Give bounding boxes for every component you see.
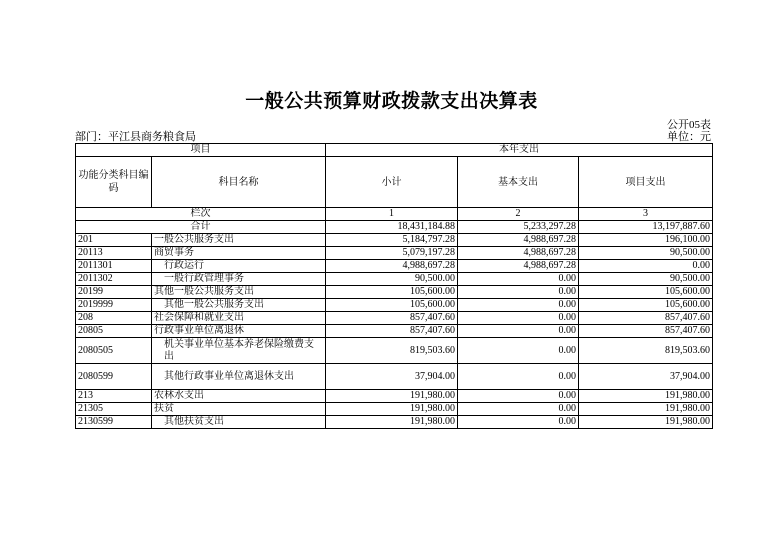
row-project: 819,503.60 xyxy=(579,338,713,364)
row-basic: 0.00 xyxy=(458,286,579,299)
row-code: 208 xyxy=(76,312,152,325)
row-name: 扶贫 xyxy=(152,403,326,416)
row-subtotal: 5,079,197.28 xyxy=(326,247,458,260)
department-label: 部门：平江县商务粮食局 xyxy=(75,131,196,143)
row-subtotal: 191,980.00 xyxy=(326,390,458,403)
column-number-3: 3 xyxy=(579,208,713,221)
row-code: 20199 xyxy=(76,286,152,299)
row-name: 行政运行 xyxy=(152,260,326,273)
header-subtotal: 小计 xyxy=(326,157,458,208)
row-name: 其他行政事业单位离退休支出 xyxy=(152,364,326,390)
row-name: 其他一般公共服务支出 xyxy=(152,299,326,312)
row-name: 一般行政管理事务 xyxy=(152,273,326,286)
header-row-2 xyxy=(76,157,713,208)
row-code: 201 xyxy=(76,234,152,247)
table-row xyxy=(76,364,713,390)
table-row xyxy=(76,325,713,338)
row-code: 2011302 xyxy=(76,273,152,286)
expenditure-table xyxy=(75,143,713,429)
row-project: 90,500.00 xyxy=(579,273,713,286)
table-row xyxy=(76,416,713,429)
row-project: 105,600.00 xyxy=(579,299,713,312)
row-project: 191,980.00 xyxy=(579,416,713,429)
row-basic: 0.00 xyxy=(458,403,579,416)
row-basic: 0.00 xyxy=(458,364,579,390)
table-row xyxy=(76,273,713,286)
row-basic: 4,988,697.28 xyxy=(458,234,579,247)
row-subtotal: 105,600.00 xyxy=(326,286,458,299)
row-code: 2011301 xyxy=(76,260,152,273)
row-basic: 4,988,697.28 xyxy=(458,260,579,273)
row-basic: 4,988,697.28 xyxy=(458,247,579,260)
row-subtotal: 37,904.00 xyxy=(326,364,458,390)
header-name: 科目名称 xyxy=(152,157,326,208)
row-code: 2130599 xyxy=(76,416,152,429)
row-project: 191,980.00 xyxy=(579,403,713,416)
total-label: 合计 xyxy=(76,221,326,234)
header-current-year: 本年支出 xyxy=(326,144,713,157)
row-subtotal: 105,600.00 xyxy=(326,299,458,312)
row-project: 37,904.00 xyxy=(579,364,713,390)
row-name: 机关事业单位基本养老保险缴费支出 xyxy=(152,338,326,364)
unit-label: 单位：元 xyxy=(667,131,711,143)
total-basic: 5,233,297.28 xyxy=(458,221,579,234)
row-subtotal: 5,184,797.28 xyxy=(326,234,458,247)
table-row xyxy=(76,286,713,299)
total-subtotal: 18,431,184.88 xyxy=(326,221,458,234)
row-basic: 0.00 xyxy=(458,416,579,429)
column-label: 栏次 xyxy=(76,208,326,221)
table-row xyxy=(76,299,713,312)
table-row xyxy=(76,312,713,325)
row-basic: 0.00 xyxy=(458,390,579,403)
total-row xyxy=(76,221,713,234)
total-project: 13,197,887.60 xyxy=(579,221,713,234)
row-code: 2080599 xyxy=(76,364,152,390)
column-number-1: 1 xyxy=(326,208,458,221)
column-number-row xyxy=(76,208,713,221)
header-basic: 基本支出 xyxy=(458,157,579,208)
table-row xyxy=(76,260,713,273)
row-project: 105,600.00 xyxy=(579,286,713,299)
row-code: 20805 xyxy=(76,325,152,338)
table-row xyxy=(76,247,713,260)
table-row xyxy=(76,390,713,403)
header-project-expense: 项目支出 xyxy=(579,157,713,208)
table-row xyxy=(76,403,713,416)
row-basic: 0.00 xyxy=(458,299,579,312)
row-name: 农林水支出 xyxy=(152,390,326,403)
row-name: 社会保障和就业支出 xyxy=(152,312,326,325)
row-code: 20113 xyxy=(76,247,152,260)
row-subtotal: 819,503.60 xyxy=(326,338,458,364)
row-project: 196,100.00 xyxy=(579,234,713,247)
row-project: 191,980.00 xyxy=(579,390,713,403)
row-name: 其他一般公共服务支出 xyxy=(152,286,326,299)
row-name: 商贸事务 xyxy=(152,247,326,260)
row-name: 一般公共服务支出 xyxy=(152,234,326,247)
row-name: 行政事业单位离退休 xyxy=(152,325,326,338)
row-subtotal: 90,500.00 xyxy=(326,273,458,286)
row-basic: 0.00 xyxy=(458,338,579,364)
header-code: 功能分类科目编码 xyxy=(76,157,152,208)
row-name: 其他扶贫支出 xyxy=(152,416,326,429)
page-title: 一般公共预算财政拨款支出决算表 xyxy=(245,90,538,112)
row-code: 2080505 xyxy=(76,338,152,364)
row-subtotal: 857,407.60 xyxy=(326,312,458,325)
row-project: 857,407.60 xyxy=(579,325,713,338)
row-code: 213 xyxy=(76,390,152,403)
header-project: 项目 xyxy=(76,144,326,157)
form-number: 公开05表 xyxy=(667,119,711,131)
row-code: 21305 xyxy=(76,403,152,416)
row-project: 857,407.60 xyxy=(579,312,713,325)
row-subtotal: 191,980.00 xyxy=(326,403,458,416)
row-basic: 0.00 xyxy=(458,325,579,338)
row-code: 2019999 xyxy=(76,299,152,312)
row-subtotal: 857,407.60 xyxy=(326,325,458,338)
row-project: 0.00 xyxy=(579,260,713,273)
row-project: 90,500.00 xyxy=(579,247,713,260)
row-basic: 0.00 xyxy=(458,273,579,286)
row-basic: 0.00 xyxy=(458,312,579,325)
table-row xyxy=(76,234,713,247)
table-row xyxy=(76,338,713,364)
column-number-2: 2 xyxy=(458,208,579,221)
row-subtotal: 4,988,697.28 xyxy=(326,260,458,273)
header-row-1 xyxy=(76,144,713,157)
row-subtotal: 191,980.00 xyxy=(326,416,458,429)
